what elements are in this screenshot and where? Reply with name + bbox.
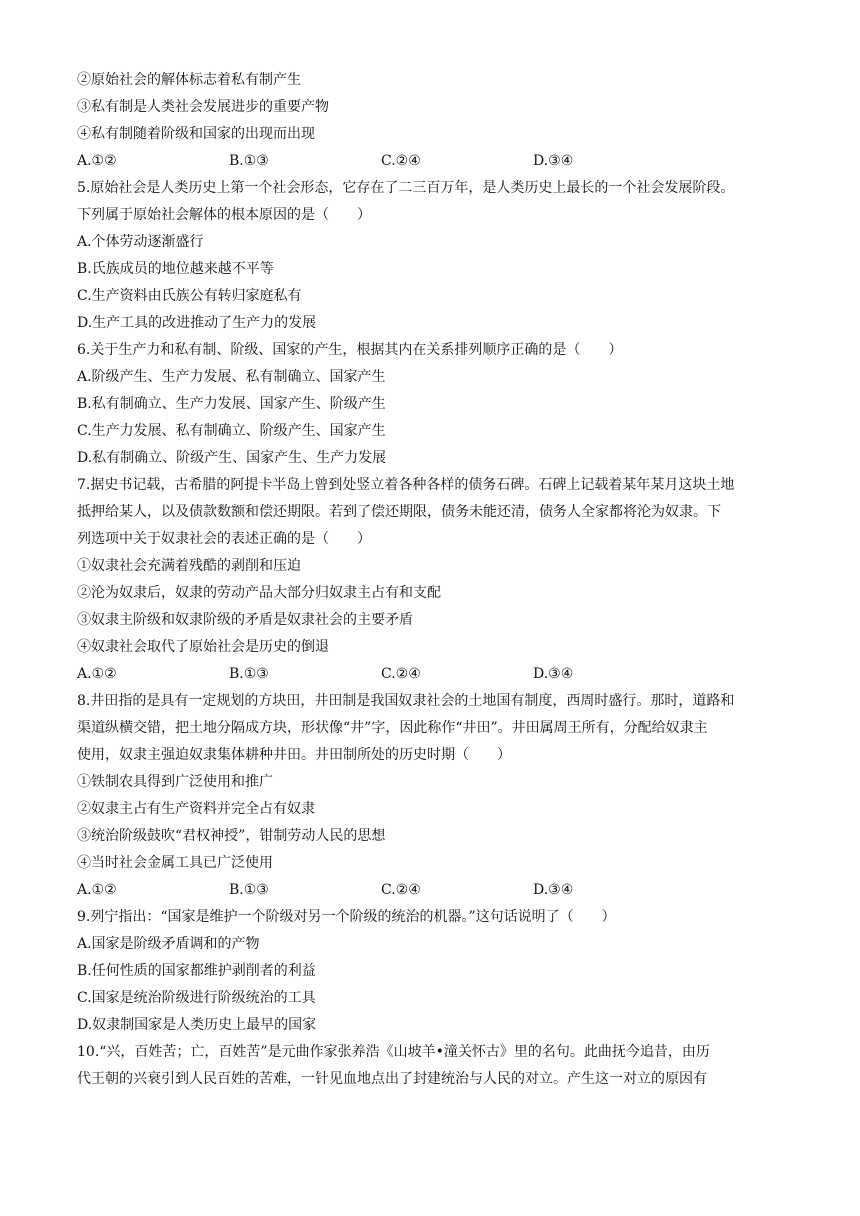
q4-options <box>77 151 777 171</box>
q5-choice-b: B.氏族成员的地位越来越不平等 <box>77 261 274 277</box>
q8-option-b: B.①③ <box>229 882 269 898</box>
q5-stem-line-1: 5.原始社会是人类历史上第一个社会形态，它存在了二三百万年，是人类历史上最长的一个社会发展阶段。 <box>77 180 735 196</box>
q8-options <box>77 880 777 900</box>
q4-option-d: D.③④ <box>533 153 574 169</box>
q7-option-a: A.①② <box>77 666 117 682</box>
q7-statement-3: ③奴隶主阶级和奴隶阶级的矛盾是奴隶社会的主要矛盾 <box>77 612 413 628</box>
q8-statement-1: ①铁制农具得到广泛使用和推广 <box>77 774 273 790</box>
q5-choice-a: A.个体劳动逐渐盛行 <box>77 234 204 250</box>
q9-choice-b: B.任何性质的国家都维护剥削者的利益 <box>77 963 316 979</box>
q7-statement-1: ①奴隶社会充满着残酷的剥削和压迫 <box>77 558 301 574</box>
q8-option-a: A.①② <box>77 882 117 898</box>
q8-stem-line-1: 8.井田指的是具有一定规划的方块田，井田制是我国奴隶社会的土地国有制度，西周时盛行。那时，道路和 <box>77 693 735 709</box>
q9-stem: 9.列宁指出：“国家是维护一个阶级对另一个阶级的统治的机器。”这句话说明了（ ） <box>77 909 616 925</box>
q7-stem-line-1: 7.据史书记载，古希腊的阿提卡半岛上曾到处竖立着各种各样的债务石碑。石碑上记载着某年某月这块土地 <box>77 477 735 493</box>
q8-stem-line-2: 渠道纵横交错，把土地分隔成方块，形状像“井”字，因此称作“井田”。井田属周王所有，分配给奴隶主 <box>77 720 708 736</box>
q4-statement-2: ②原始社会的解体标志着私有制产生 <box>77 72 301 88</box>
q6-choice-d: D.私有制确立、阶级产生、国家产生、生产力发展 <box>77 450 387 466</box>
q6-choice-a: A.阶级产生、生产力发展、私有制确立、国家产生 <box>77 369 386 385</box>
q7-option-d: D.③④ <box>533 666 574 682</box>
q7-statement-2: ②沦为奴隶后，奴隶的劳动产品大部分归奴隶主占有和支配 <box>77 585 441 601</box>
q6-stem: 6.关于生产力和私有制、阶级、国家的产生，根据其内在关系排列顺序正确的是（ ） <box>77 342 623 358</box>
q10-stem-line-2: 代王朝的兴衰引到人民百姓的苦难，一针见血地点出了封建统治与人民的对立。产生这一对立的原因有 <box>77 1071 707 1087</box>
q10-stem-line-1: 10.“兴，百姓苦；亡，百姓苦”是元曲作家张养浩《山坡羊•潼关怀古》里的名句。此曲抚今追昔，由历 <box>77 1044 710 1060</box>
q7-option-c: C.②④ <box>381 666 421 682</box>
q7-option-b: B.①③ <box>229 666 269 682</box>
q4-option-c: C.②④ <box>381 153 421 169</box>
q8-option-c: C.②④ <box>381 882 421 898</box>
q7-stem-line-3: 列选项中关于奴隶社会的表述正确的是（ ） <box>77 531 371 547</box>
q9-choice-a: A.国家是阶级矛盾调和的产物 <box>77 936 260 952</box>
q9-choice-d: D.奴隶制国家是人类历史上最早的国家 <box>77 1017 317 1033</box>
q7-statement-4: ④奴隶社会取代了原始社会是历史的倒退 <box>77 639 329 655</box>
q4-statement-4: ④私有制随着阶级和国家的出现而出现 <box>77 126 315 142</box>
q5-stem-line-2: 下列属于原始社会解体的根本原因的是（ ） <box>77 207 371 223</box>
q4-option-b: B.①③ <box>229 153 269 169</box>
q7-stem-line-2: 抵押给某人，以及债款数额和偿还期限。若到了偿还期限，债务未能还清，债务人全家都将沦为奴隶。下 <box>77 504 721 520</box>
q9-choice-c: C.国家是统治阶级进行阶级统治的工具 <box>77 990 316 1006</box>
q5-choice-c: C.生产资料由氏族公有转归家庭私有 <box>77 288 302 304</box>
q6-choice-c: C.生产力发展、私有制确立、阶级产生、国家产生 <box>77 423 386 439</box>
q8-statement-4: ④当时社会金属工具已广泛使用 <box>77 855 273 871</box>
q8-statement-3: ③统治阶级鼓吹“君权神授”，钳制劳动人民的思想 <box>77 828 386 844</box>
q8-stem-line-3: 使用，奴隶主强迫奴隶集体耕种井田。井田制所处的历史时期（ ） <box>77 747 511 763</box>
q8-statement-2: ②奴隶主占有生产资料并完全占有奴隶 <box>77 801 315 817</box>
q8-option-d: D.③④ <box>533 882 574 898</box>
q4-option-a: A.①② <box>77 153 117 169</box>
q4-statement-3: ③私有制是人类社会发展进步的重要产物 <box>77 99 329 115</box>
q6-choice-b: B.私有制确立、生产力发展、国家产生、阶级产生 <box>77 396 386 412</box>
q5-choice-d: D.生产工具的改进推动了生产力的发展 <box>77 315 317 331</box>
q7-options <box>77 664 777 684</box>
